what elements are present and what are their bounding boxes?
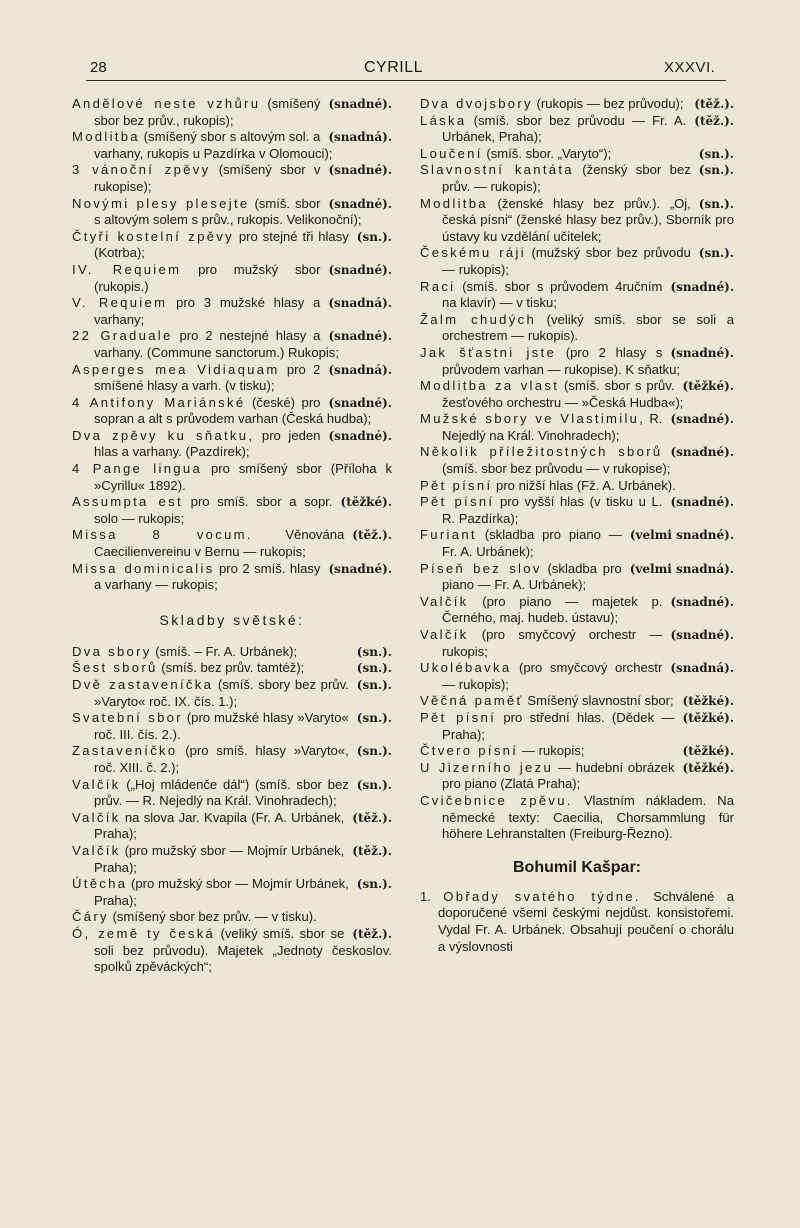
work-entry [420, 660, 734, 693]
work-title: Asperges mea Vidiaquam [72, 361, 280, 377]
difficulty-rating: (sn.). [698, 196, 734, 211]
difficulty-rating: (sn.). [698, 146, 734, 161]
work-description: pro 2 smíšené hlasy a varh. (v tisku); [94, 361, 321, 394]
work-title: V. Requiem [72, 295, 168, 311]
difficulty-rating: (těž.). [352, 843, 392, 858]
author-heading: Bohumil Kašpar: [512, 858, 641, 876]
work-description: R. Nejedlý na Král. Vinohradech); [442, 411, 663, 443]
work-description: Smíšený slavnostní sbor; [527, 693, 674, 709]
work-title: Čtyři kostelní zpěvy [72, 228, 234, 244]
work-entry [420, 196, 734, 246]
difficulty-rating: (snadné). [328, 97, 392, 111]
work-entry [420, 527, 734, 560]
difficulty-rating: (snadné). [328, 262, 392, 277]
work-entry [420, 345, 734, 378]
work-entry [420, 793, 734, 843]
work-entry [420, 710, 734, 743]
work-description: pro mužský sbor (rukopis.) [94, 261, 321, 294]
difficulty-rating: (těžké). [682, 744, 734, 759]
work-description: (pro mužské hlasy »Varyto« roč. III. čís. 2.). [94, 710, 349, 742]
work-description: (ženský sbor bez prův. — rukopis); [442, 162, 691, 194]
work-title: Českému ráji [420, 245, 526, 261]
work-entry [420, 494, 734, 527]
right-column [420, 96, 734, 955]
work-title: Několik příležitostných sborů [420, 444, 663, 460]
work-entry [72, 777, 392, 810]
work-description: pro jeden hlas a varhany. (Pazdírek); [94, 427, 321, 460]
work-description: Schválené a doporučené všemi českými nejdůst. konsistořemi. Vydal Fr. A. Urbánek. Obsahují poučení o chorálu a výslovnosti [438, 888, 734, 954]
work-title: Pět písní [420, 709, 497, 725]
work-title: Dvě zastaveníčka [72, 677, 214, 692]
difficulty-rating: (snadné). [670, 495, 734, 510]
work-entry [72, 295, 392, 328]
header-rule [86, 80, 726, 81]
work-description: (pro smíš. hlasy »Varyto«, roč. XIII. č. 2.); [94, 743, 349, 775]
work-title: Furiant [420, 527, 477, 543]
work-description: (smíš. sbor bez průvodu — Fr. A. Urbánek, Praha); [442, 112, 687, 145]
work-entry [420, 743, 734, 760]
work-description: (smíš. sbor s prův. žesťového orchestru — »Česká Hudba«); [442, 378, 684, 410]
work-description: (mužský sbor bez průvodu — rukopis); [442, 245, 691, 277]
work-title: Assumpta est [72, 494, 183, 510]
work-title: Cvičebnice zpěvu. [420, 792, 573, 808]
work-title: 22 Graduale [72, 328, 173, 344]
work-title: Slavnostní kantáta [420, 162, 574, 178]
work-description: pro 3 mužské hlasy a varhany; [94, 295, 321, 327]
work-description: (veliký smíš. sbor se soli a orchestrem — rukopis). [442, 311, 734, 344]
work-entry [72, 461, 392, 494]
work-title: IV. Requiem [72, 261, 182, 277]
difficulty-rating: (snadné). [328, 163, 392, 178]
work-title: Missa dominicalis [72, 560, 215, 576]
work-description: (pro smyčcový orchestr — rukopis; [442, 627, 663, 659]
work-description: pro smíšený sbor (Příloha k »Cyrillu« 1892). [94, 461, 393, 493]
difficulty-rating: (snadná). [328, 296, 392, 311]
work-title: Dva zpěvy ku sňatku, [72, 427, 255, 443]
work-description: (smíšený sbor v rukopise); [94, 162, 321, 194]
work-description: (skladba pro piano — Fr. A. Urbánek); [442, 527, 622, 560]
work-description: (pro 2 hlasy s průvodem varhan — rukopise). K sňatku; [442, 344, 680, 377]
secular-works-list [72, 644, 392, 976]
difficulty-rating: (snadné). [670, 345, 734, 360]
work-description: (veliký smíš. sbor se soli bez průvodu). Majetek „Jednoty českoslov. spolků zpěváckých“; [94, 925, 392, 975]
work-title: Svatební sbor [72, 710, 183, 726]
work-entry [72, 494, 392, 527]
difficulty-rating: (snadné). [670, 628, 734, 642]
work-description: pro smíš. sbor a sopr. solo — rukopis; [94, 494, 333, 526]
work-title: Valčík [72, 842, 121, 858]
work-description: (smíš. – Fr. A. Urbánek); [155, 643, 298, 659]
work-description: (pro mužský sbor — Mojmír Urbánek, Praha); [94, 876, 349, 908]
difficulty-rating: (těžké). [682, 694, 734, 709]
work-description: („Hoj mládenče dál“) (smíš. sbor bez prův. — R. Nejedlý na Král. Vinohradech); [94, 776, 349, 809]
work-description: na slova Jar. Kvapila (Fr. A. Urbánek, Praha); [94, 809, 345, 842]
work-title: Modlitba za vlast [420, 378, 560, 394]
work-entry [420, 245, 734, 278]
work-entry [72, 428, 392, 461]
work-entry [420, 627, 734, 660]
work-description: (smíšený sbor s altovým sol. a varhany, rukopis u Pazdírka v Olomouci); [94, 129, 333, 161]
numbered-work-entry [420, 889, 734, 955]
work-description: pro vyšší hlas (v tisku u L. R. Pazdírka); [442, 494, 663, 526]
difficulty-rating: (sn.). [356, 229, 392, 244]
work-description: (české) pro sopran a alt s průvodem varhan (Česká hudba); [94, 394, 372, 427]
work-description: (smíš. bez prův. tamtéž); [161, 660, 305, 676]
work-description: pro 2 smíš. hlasy a varhany — rukopis; [94, 560, 321, 593]
work-entry [72, 162, 392, 195]
difficulty-rating: (snadné). [328, 395, 392, 410]
work-entry [420, 594, 734, 627]
work-entry [72, 262, 392, 295]
difficulty-rating: (těžké). [682, 760, 734, 775]
work-entry [72, 196, 392, 229]
difficulty-rating: (snadné). [328, 428, 392, 443]
work-title: Raci [420, 278, 456, 294]
work-entry [420, 444, 734, 477]
work-description: Vlastním nákladem. Na německé texty: Caecilia, Chorsammlung für höhere Lehranstalten (Freiburg-Řezno). [442, 792, 734, 842]
work-title: Valčík [420, 593, 469, 609]
difficulty-rating: (sn.). [356, 661, 392, 676]
difficulty-rating: (těžké). [340, 495, 392, 510]
work-title: Zastaveníčko [72, 743, 178, 759]
work-description: (pro smyčcový orchestr — rukopis); [442, 660, 663, 692]
difficulty-rating: (těž.). [352, 810, 392, 825]
difficulty-rating: (snadné). [670, 594, 734, 609]
work-title: Valčík [420, 627, 469, 642]
work-entry [420, 312, 734, 345]
work-title: Missa 8 vocum. [72, 527, 253, 543]
work-title: 4 Antifony Mariánské [72, 394, 246, 410]
work-description: (smíš. sbor bez průvodu — v rukopise); [442, 461, 671, 477]
work-title: 3 vánoční zpěvy [72, 162, 211, 178]
work-entry [72, 129, 392, 162]
work-description: (smíšený sbor bez prův., rukopis); [94, 96, 321, 128]
work-entry [72, 395, 392, 428]
sacred-works-list [72, 96, 392, 594]
work-entry [72, 96, 392, 129]
work-title: Dva dvojsbory [420, 96, 533, 111]
work-title: Čtvero písní [420, 743, 519, 759]
work-entry [72, 660, 392, 677]
work-entry [72, 644, 392, 661]
work-title: Loučení [420, 145, 483, 161]
work-title: U Jizerního jezu [420, 759, 554, 775]
work-title: Andělové neste vzhůru [72, 96, 261, 111]
work-title: Píseň bez slov [420, 560, 542, 576]
work-entry [420, 411, 734, 444]
difficulty-rating: (snadné). [328, 329, 392, 344]
difficulty-rating: (velmi snadná). [629, 561, 734, 576]
work-description: (pro mužský sbor — Mojmír Urbánek, Praha); [94, 842, 345, 875]
work-entry [72, 810, 392, 843]
work-description: pro nižší hlas (Fž. A. Urbánek). [496, 477, 676, 493]
work-description: (smíš. sbor s průvodem 4ručním na klavír) — v tisku; [442, 278, 663, 311]
work-description: pro stejné tři hlasy (Kotrba); [94, 228, 349, 261]
difficulty-rating: (snadná). [670, 661, 734, 676]
work-entry [72, 328, 392, 361]
work-title: Valčík [72, 809, 121, 825]
work-description: — rukopis; [521, 743, 585, 759]
work-title: 4 Pange lingua [72, 461, 203, 477]
secular-works-continued-list [420, 96, 734, 843]
secular-heading: Skladby světské: [159, 611, 305, 628]
difficulty-rating: (snadné). [670, 279, 734, 294]
work-title: Útěcha [72, 876, 128, 892]
difficulty-rating: (snadné). [670, 445, 734, 460]
work-entry [72, 926, 392, 976]
work-title: Dva sbory [72, 643, 152, 659]
work-description: (smíšený sbor bez prův. — v tisku). [112, 909, 317, 925]
difficulty-rating: (těžké). [682, 710, 734, 725]
difficulty-rating: (velmi snadné). [629, 528, 734, 543]
work-title: Pět písní [420, 494, 495, 510]
work-description: pro 2 nestejné hlasy a varhany. (Commune sanctorum.) Rukopis; [94, 328, 339, 360]
work-title: Modlitba [72, 129, 140, 145]
page-number: 28 [90, 59, 107, 76]
work-title: Mužské sbory ve Vlastimilu, [420, 411, 646, 427]
work-entry [72, 561, 392, 594]
work-entry [420, 146, 734, 163]
work-entry [420, 693, 734, 710]
difficulty-rating: (sn.). [356, 744, 392, 759]
difficulty-rating: (snadná). [328, 130, 392, 145]
work-entry [420, 279, 734, 312]
work-title: Láska [420, 112, 467, 128]
work-title: Modlitba [420, 195, 488, 211]
work-entry [420, 561, 734, 594]
work-description: (smíš. sbor s altovým solem s prův., rukopis. Velikonoční); [94, 195, 362, 228]
work-title: Žalm chudých [420, 311, 537, 327]
work-entry [420, 478, 734, 495]
entry-number: 1. [420, 888, 444, 904]
work-entry [72, 743, 392, 776]
difficulty-rating: (sn.). [356, 678, 392, 692]
work-title: Šest sborů [72, 660, 158, 676]
difficulty-rating: (těž.). [694, 97, 734, 111]
difficulty-rating: (sn.). [698, 163, 734, 178]
work-title: Novými plesy plesejte [72, 195, 250, 211]
difficulty-rating: (snadné). [328, 561, 392, 576]
difficulty-rating: (sn.). [356, 777, 392, 792]
work-description: (smíš. sbor. „Varyto“); [486, 145, 612, 161]
work-description: (pro piano — majetek p. Černého, maj. hudeb. ústavu); [442, 593, 663, 626]
work-entry [420, 760, 734, 793]
work-title: Valčík [72, 776, 121, 792]
difficulty-rating: (sn.). [698, 246, 734, 261]
difficulty-rating: (sn.). [356, 877, 392, 892]
difficulty-rating: (těžké). [682, 379, 734, 394]
work-title: Ukolébavka [420, 660, 512, 676]
work-entry [72, 843, 392, 876]
work-description: (skladba pro piano — Fr. A. Urbánek); [442, 560, 622, 593]
difficulty-rating: (snadné). [670, 412, 734, 427]
work-description: (rukopis — bez průvodu); [536, 96, 684, 111]
work-entry [72, 527, 392, 560]
work-description: pro střední hlas. (Dědek — Praha); [442, 709, 675, 742]
work-entry [420, 96, 734, 113]
running-title: CYRILL [364, 59, 424, 76]
work-title: Věčná paměť [420, 693, 524, 709]
difficulty-rating: (sn.). [356, 644, 392, 659]
author-works-list [420, 889, 734, 955]
left-column [72, 96, 392, 976]
work-title: Pět písní [420, 477, 493, 493]
work-description: — hudební obrázek pro piano (Zlatá Praha); [442, 759, 675, 792]
work-entry [72, 710, 392, 743]
work-description: (ženské hlasy bez prův.). „Oj, česká písni“ (ženské hlasy bez prův.), Sborník pro ústavy ku vzdělání učitelek; [442, 195, 734, 244]
work-title: Ó, země ty česká [72, 925, 216, 941]
work-entry [420, 378, 734, 411]
work-description: (smíš. sbory bez prův. »Varyto« roč. IX. čís. 1.); [94, 677, 349, 709]
difficulty-rating: (sn.). [356, 711, 392, 726]
difficulty-rating: (snadná). [328, 362, 392, 377]
work-entry [72, 876, 392, 909]
difficulty-rating: (těž.). [352, 926, 392, 941]
work-entry [420, 113, 734, 146]
work-title: Čáry [72, 909, 109, 925]
difficulty-rating: (těž.). [352, 528, 392, 543]
work-entry [72, 909, 392, 926]
roman-numeral: XXXVI. [664, 59, 716, 76]
work-entry [420, 162, 734, 195]
work-entry [72, 229, 392, 262]
difficulty-rating: (snadné). [328, 196, 392, 211]
work-title: Obřady svatého týdne. [443, 888, 641, 904]
work-description: Věnována Caecilienvereinu v Bernu — rukopis; [94, 527, 345, 560]
difficulty-rating: (těž.). [694, 113, 734, 128]
work-entry [72, 362, 392, 395]
work-title: Jak šťastni jste [420, 344, 557, 360]
work-entry [72, 677, 392, 710]
